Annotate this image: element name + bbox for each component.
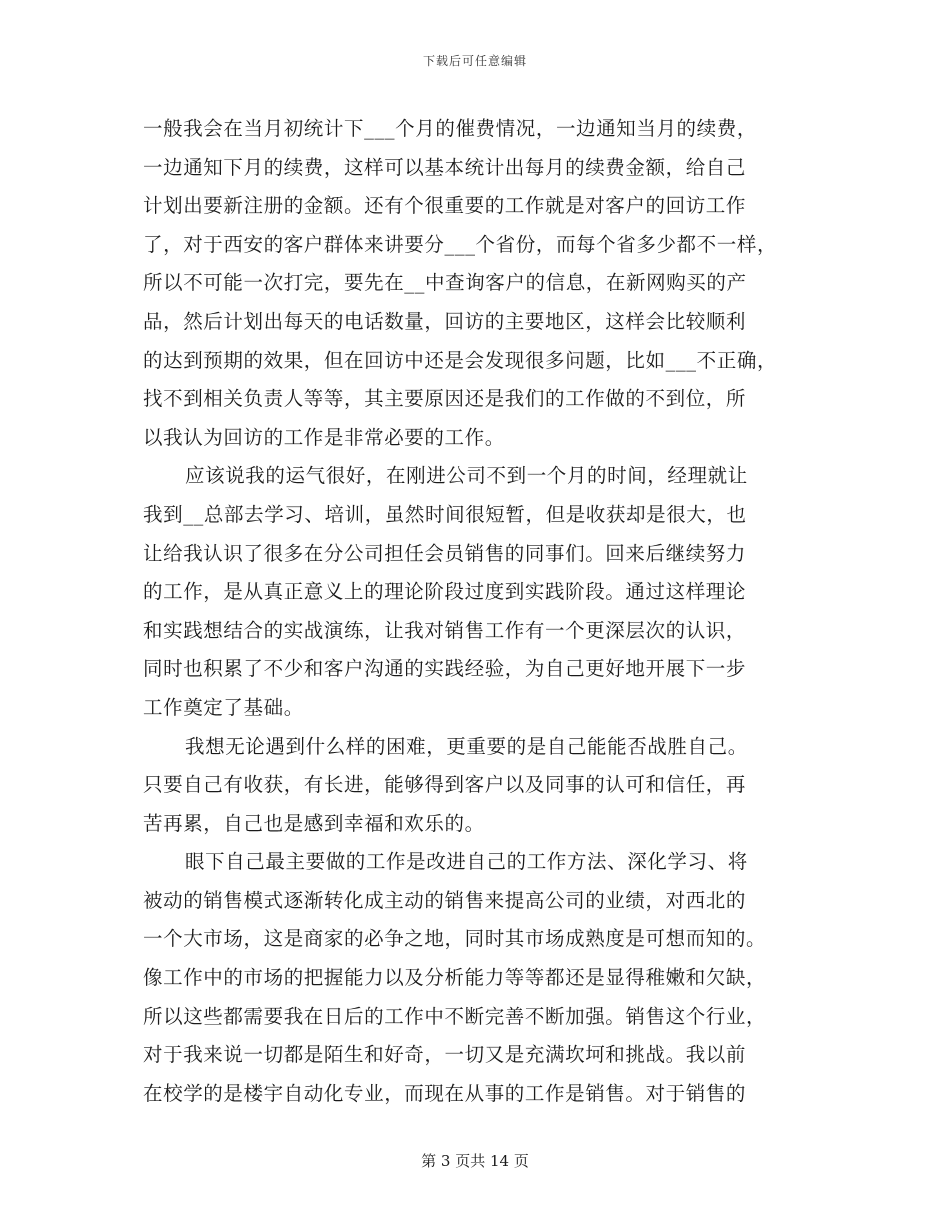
paragraph-first-line: 我想无论遇到什么样的困难，更重要的是自己能能否战胜自己。 [185, 734, 748, 758]
text-line: 对于我来说一切都是陌生和好奇，一切又是充满坎坷和挑战。我以前 [143, 1043, 747, 1067]
text-line: 和实践想结合的实战演练，让我对销售工作有一个更深层次的认识， [143, 618, 747, 642]
text-line: 像工作中的市场的把握能力以及分析能力等等都还是显得稚嫩和欠缺， [143, 966, 767, 990]
paragraph-first-line: 眼下自己最主要做的工作是改进自己的工作方法、深化学习、将 [185, 850, 748, 874]
text-line: 了，对于西安的客户群体来讲要分___个省份，而每个省多少都不一样， [143, 232, 778, 256]
text-line: 以我认为回访的工作是非常必要的工作。 [143, 425, 505, 449]
text-line: 一个大市场，这是商家的必争之地，同时其市场成熟度是可想而知的。 [143, 927, 767, 951]
text-line: 所以不可能一次打完，要先在__中查询客户的信息，在新网购买的产 [143, 271, 747, 295]
text-line: 在校学的是楼宇自动化专业，而现在从事的工作是销售。对于销售的 [143, 1081, 747, 1105]
text-line: 苦再累，自己也是感到幸福和欢乐的。 [143, 811, 485, 835]
text-line: 所以这些都需要我在日后的工作中不断完善不断加强。销售这个行业， [143, 1004, 767, 1028]
text-line: 工作奠定了基础。 [143, 695, 304, 719]
page-number: 第 3 页共 14 页 [421, 1152, 529, 1170]
paragraph-first-line: 应该说我的运气很好，在刚进公司不到一个月的时间，经理就让 [185, 464, 748, 488]
text-line: 一般我会在当月初统计下___个月的催费情况，一边通知当月的续费， [143, 117, 757, 140]
page-header: 下载后可任意编辑 [422, 54, 527, 68]
text-line: 找不到相关负责人等等，其主要原因还是我们的工作做的不到位，所 [143, 387, 747, 411]
text-line: 只要自己有收获，有长进，能够得到客户以及同事的认可和信任，再 [143, 773, 747, 797]
text-line: 我到__总部去学习、培训，虽然时间很短暂，但是收获却是很大，也 [143, 502, 747, 526]
text-line: 的达到预期的效果，但在回访中还是会发现很多问题，比如___不正确， [143, 348, 778, 372]
text-line: 一边通知下月的续费，这样可以基本统计出每月的续费金额，给自己 [143, 155, 747, 179]
text-line: 的工作，是从真正意义上的理论阶段过度到实践阶段。通过这样理论 [143, 580, 747, 604]
text-line: 被动的销售模式逐渐转化成主动的销售来提高公司的业绩，对西北的 [143, 888, 747, 912]
text-line: 同时也积累了不少和客户沟通的实践经验，为自己更好地开展下一步 [143, 657, 747, 681]
text-line: 让给我认识了很多在分公司担任会员销售的同事们。回来后继续努力 [143, 541, 747, 565]
document-body [143, 110, 823, 1113]
text-line: 计划出要新注册的金额。还有个很重要的工作就是对客户的回访工作 [143, 194, 747, 218]
text-line: 品，然后计划出每天的电话数量，回访的主要地区，这样会比较顺利 [143, 309, 747, 333]
